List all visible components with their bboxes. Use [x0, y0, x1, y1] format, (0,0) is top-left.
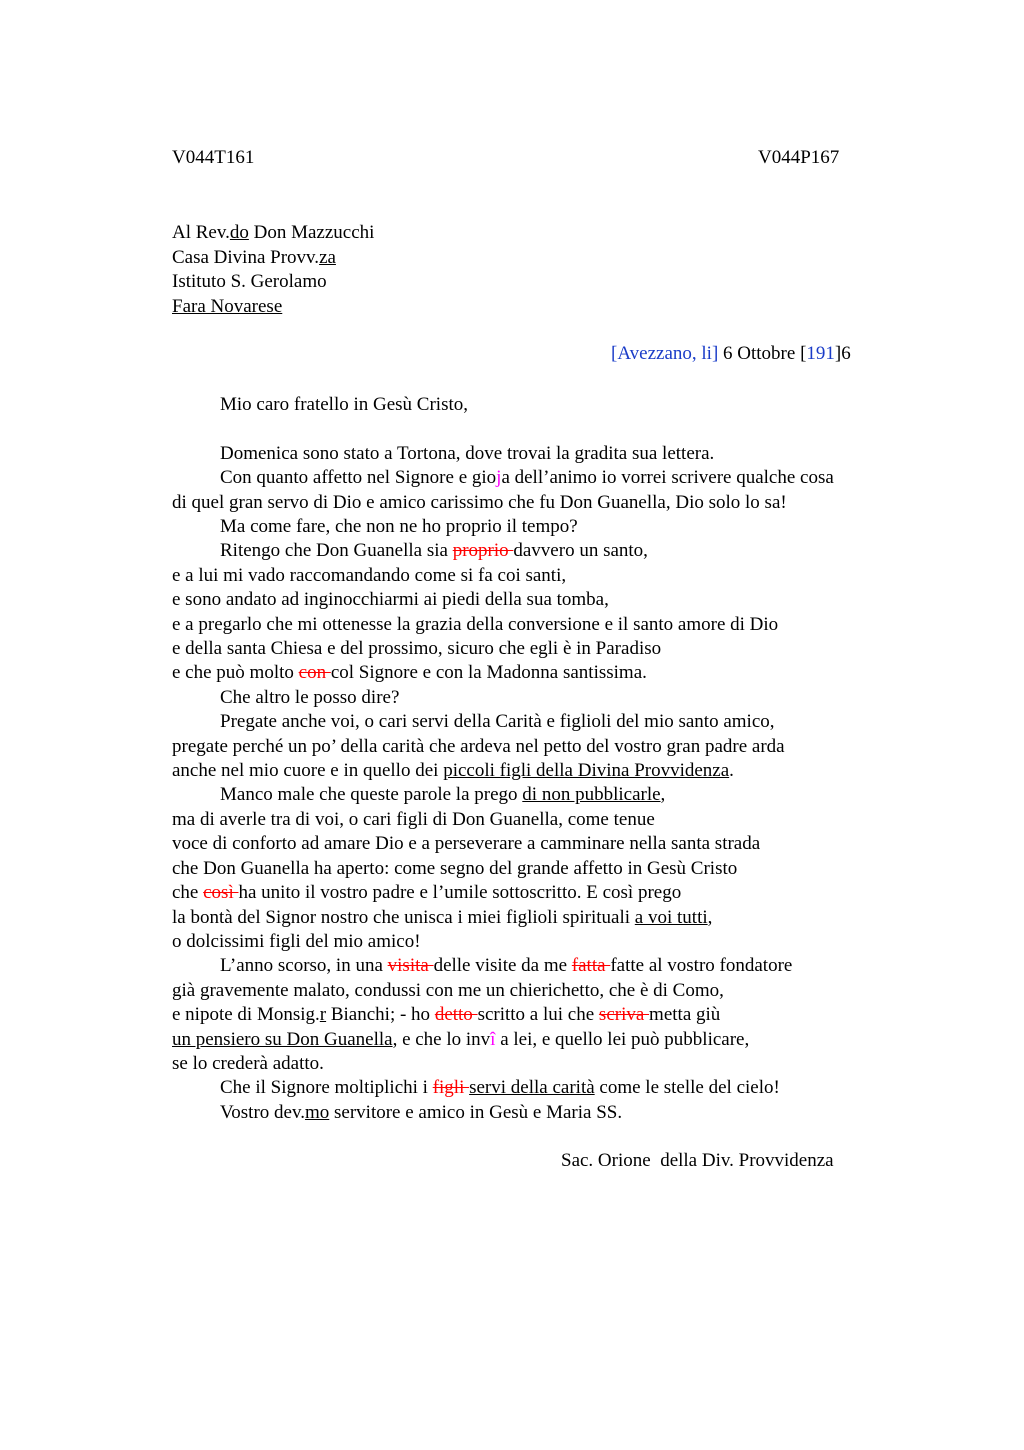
letter-body: [172, 393, 902, 1125]
text-line: di quel gran servo di Dio e amico carissimo che fu Don Guanella, Dio solo lo sa!: [172, 491, 787, 513]
address-line-3: Istituto S. Gerolamo: [172, 271, 327, 292]
address-line-4: Fara Novarese: [172, 295, 283, 317]
text-line: Ma come fare, che non ne ho proprio il tempo?: [220, 516, 578, 538]
text-line: che così ha unito il vostro padre e l’umile sottoscritto. E così prego: [172, 882, 682, 904]
text-line: se lo crederà adatto.: [172, 1052, 324, 1074]
text-line: Pregate anche voi, o cari servi della Carità e figlioli del mio santo amico,: [220, 711, 775, 733]
text-line: voce di conforto ad amare Dio e a perseverare a camminare nella santa strada: [172, 833, 761, 855]
text-line: Ritengo che Don Guanella sia proprio davvero un santo,: [220, 540, 648, 562]
text-line: e a lui mi vado raccomandando come si fa coi santi,: [172, 564, 567, 586]
signature: Sac. Orione della Div. Provvidenza: [561, 1150, 834, 1171]
address-line-1: Al Rev.do Don Mazzucchi: [172, 222, 375, 243]
text-line: e che può molto con col Signore e con la Madonna santissima.: [172, 662, 647, 684]
address-line-2: Casa Divina Provv.za: [172, 246, 336, 268]
text-line: già gravemente malato, condussi con me un chierichetto, che è di Como,: [172, 979, 724, 1001]
document-code-left: V044T161: [172, 147, 255, 168]
text-line: e della santa Chiesa e del prossimo, sicuro che egli è in Paradiso: [172, 638, 662, 660]
text-line: e a pregarlo che mi ottenesse la grazia della conversione e il santo amore di Dio: [172, 613, 779, 635]
text-line: o dolcissimi figli del mio amico!: [172, 930, 421, 952]
text-line: pregate perché un po’ della carità che ardeva nel petto del vostro gran padre arda: [172, 735, 785, 757]
text-line: la bontà del Signor nostro che unisca i miei figlioli spirituali a voi tutti,: [172, 906, 713, 928]
text-line: L’anno scorso, in una visita delle visite da me fatta fatte al vostro fondatore: [220, 955, 793, 977]
document-code-right: V044P167: [758, 147, 840, 168]
greeting: Mio caro fratello in Gesù Cristo,: [220, 394, 469, 415]
text-line: Che altro le posso dire?: [220, 686, 400, 708]
letter-date: [Avezzano, li] 6 Ottobre [191]6: [611, 343, 851, 364]
text-line: Domenica sono stato a Tortona, dove trovai la gradita sua lettera.: [220, 442, 715, 464]
text-line: Con quanto affetto nel Signore e gioja dell’animo io vorrei scrivere qualche cosa: [220, 467, 834, 489]
text-line: anche nel mio cuore e in quello dei piccoli figli della Divina Provvidenza.: [172, 760, 734, 782]
text-line: Che il Signore moltiplichi i figli servi della carità come le stelle del cielo!: [220, 1077, 780, 1099]
text-line: ma di averle tra di voi, o cari figli di Don Guanella, come tenue: [172, 808, 655, 830]
text-line: Manco male che queste parole la prego di non pubblicarle,: [220, 784, 666, 806]
text-line: un pensiero su Don Guanella, e che lo invî a lei, e quello lei può pubblicare,: [172, 1028, 750, 1050]
text-line: e nipote di Monsig.r Bianchi; - ho detto scritto a lui che scriva metta giù: [172, 1004, 721, 1026]
text-line: e sono andato ad inginocchiarmi ai piedi della sua tomba,: [172, 589, 609, 611]
closing-line: Vostro dev.mo servitore e amico in Gesù e Maria SS.: [220, 1101, 623, 1123]
text-line: che Don Guanella ha aperto: come segno del grande affetto in Gesù Cristo: [172, 857, 738, 879]
recipient-address: [172, 221, 374, 319]
